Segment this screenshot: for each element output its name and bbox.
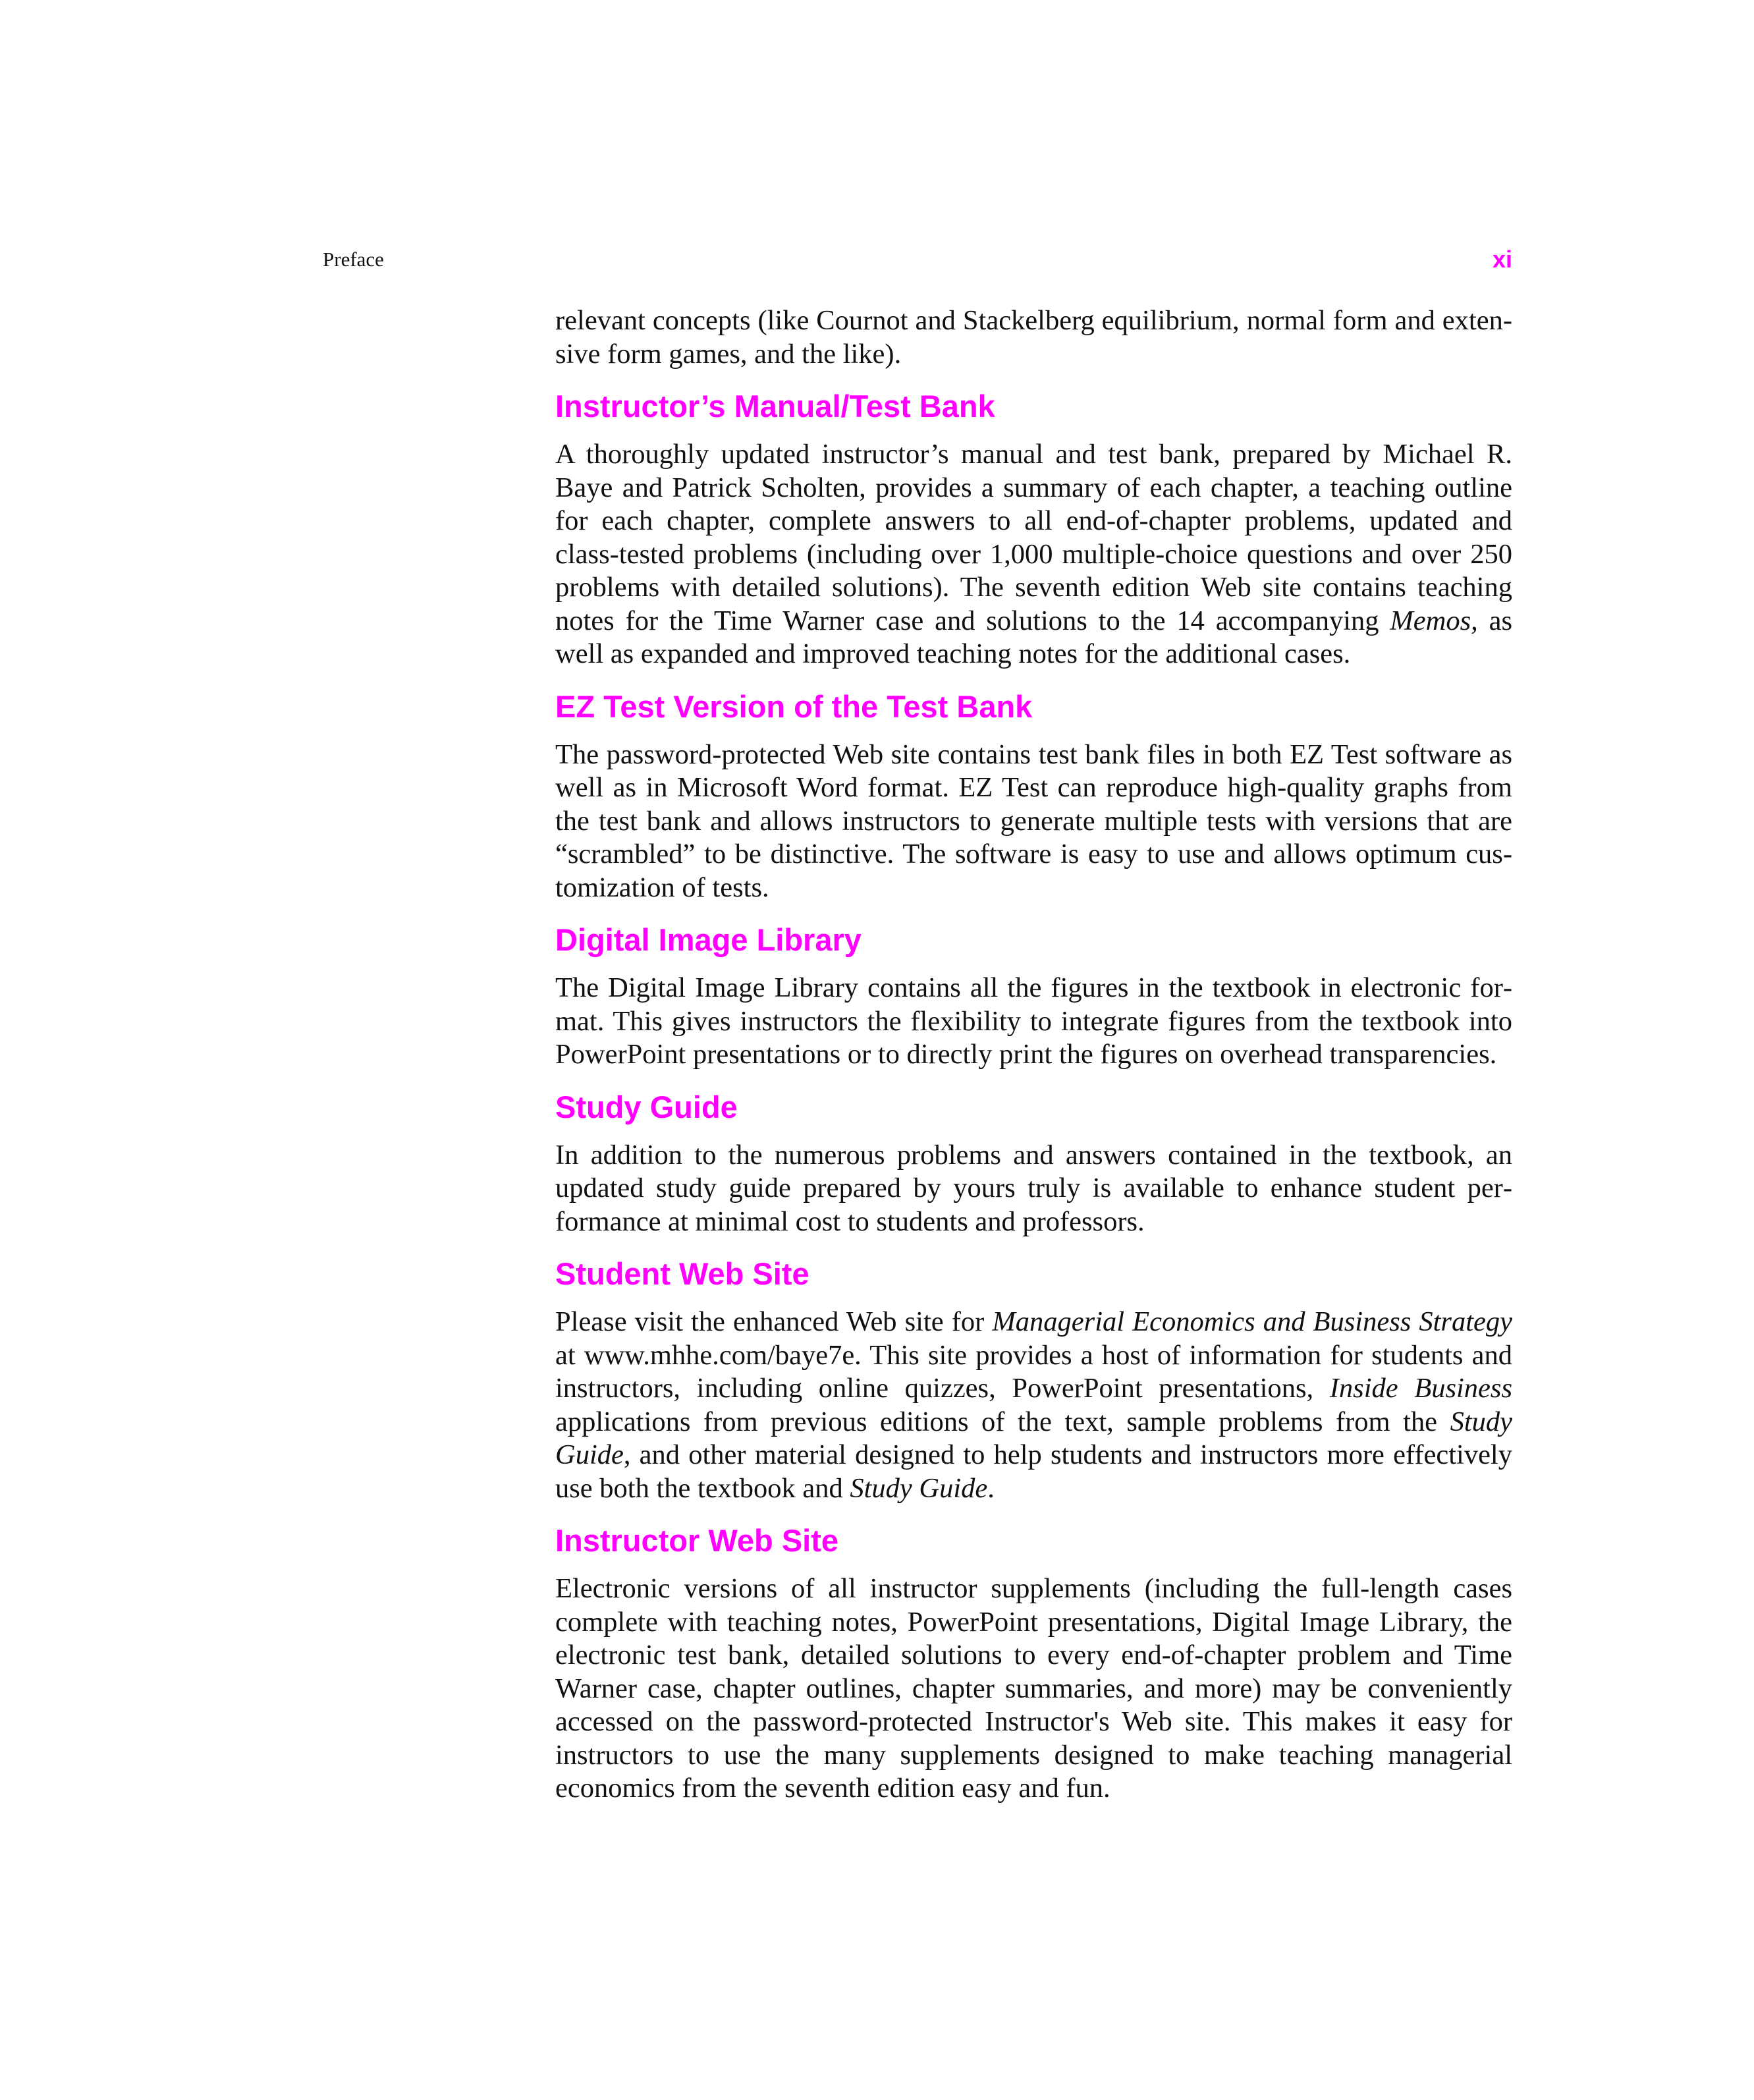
section-body: Please visit the enhanced Web site for Managerial Economics and Business Strategy at www.mhhe.com/baye7e. This site provides a host of information for students and instructors, including online quizzes, PowerPoint presentations, Inside Business applications from previous editions of the text, sample problems from the Study Guide, and other material designed to help students and instructors more effectively use both the textbook and Study Guide.	[555, 1306, 1513, 1504]
section-heading: Student Web Site	[555, 1256, 809, 1291]
section-heading: Digital Image Library	[555, 922, 862, 957]
intro-paragraph: relevant concepts (like Cournot and Stackelberg equilibrium, normal form and extensive form games, and the like).	[555, 305, 1512, 370]
study-guide-title: Study Guide	[850, 1472, 988, 1504]
memos-title: Memos,	[1390, 605, 1478, 636]
running-header	[323, 245, 1512, 274]
section-student-web-site	[555, 1256, 1512, 1505]
study-guide-title: Study Guide	[555, 1406, 1512, 1470]
section-heading: Instructor Web Site	[555, 1523, 839, 1558]
section-study-guide	[555, 1089, 1512, 1239]
section-body: In addition to the numerous problems and answers contained in the textbook, an updated study guide prepared by yours truly is available to enhance student performance at minimal cost to students and professors.	[555, 1139, 1512, 1237]
page-number: xi	[1492, 246, 1512, 273]
main-content	[555, 304, 1512, 1823]
section-body: The Digital Image Library contains all the figures in the textbook in electronic format. This gives instructors the flexibility to integrate figures from the textbook into PowerPoint presentations or to directly print the figures on overhead transparencies.	[555, 972, 1512, 1070]
section-heading: Instructor’s Manual/Test Bank	[555, 389, 995, 424]
section-instructors-manual	[555, 388, 1512, 671]
section-ez-test	[555, 688, 1512, 905]
book-title: Managerial Economics and Business Strategy	[992, 1306, 1513, 1337]
running-title: Preface	[323, 248, 384, 271]
section-body: A thoroughly updated instructor’s manual and test bank, prepared by Michael R. Baye and Patrick Scholten, provides a summary of each chapter, a teaching outline for each chapter, complete answers to all end-of-chapter problems, updated and class-tested problems (including over 1,000 multiple-choice questions and over 250 problems with detailed solutions). The seventh edition Web site contains teaching notes for the Time Warner case and solutions to the 14 accompanying Memos, as well as expanded and improved teaching notes for the additional cases.	[555, 439, 1513, 669]
section-heading: Study Guide	[555, 1089, 738, 1124]
section-instructor-web-site	[555, 1522, 1512, 1806]
section-heading: EZ Test Version of the Test Bank	[555, 688, 1033, 724]
section-digital-image-library	[555, 922, 1512, 1072]
section-body: The password-protected Web site contains test bank files in both EZ Test software as well as in Microsoft Word format. EZ Test can reproduce high-quality graphs from the test bank and allows instructors to generate multiple tests with versions that are “scrambled” to be distinctive. The software is easy to use and allows optimum customization of tests.	[555, 738, 1512, 903]
inside-business-title: Inside Business	[1329, 1373, 1512, 1404]
section-body: Electronic versions of all instructor supplements (including the full-length cases complete with teaching notes, PowerPoint presentations, Digital Image Library, the electronic test bank, detailed solutions to every end-of-chapter problem and Time Warner case, chapter outlines, chapter summaries, and more) may be conveniently accessed on the password-protected Instructor's Web site. This makes it easy for instructors to use the many supplements designed to make teaching managerial economics from the seventh edition easy and fun.	[555, 1573, 1512, 1804]
